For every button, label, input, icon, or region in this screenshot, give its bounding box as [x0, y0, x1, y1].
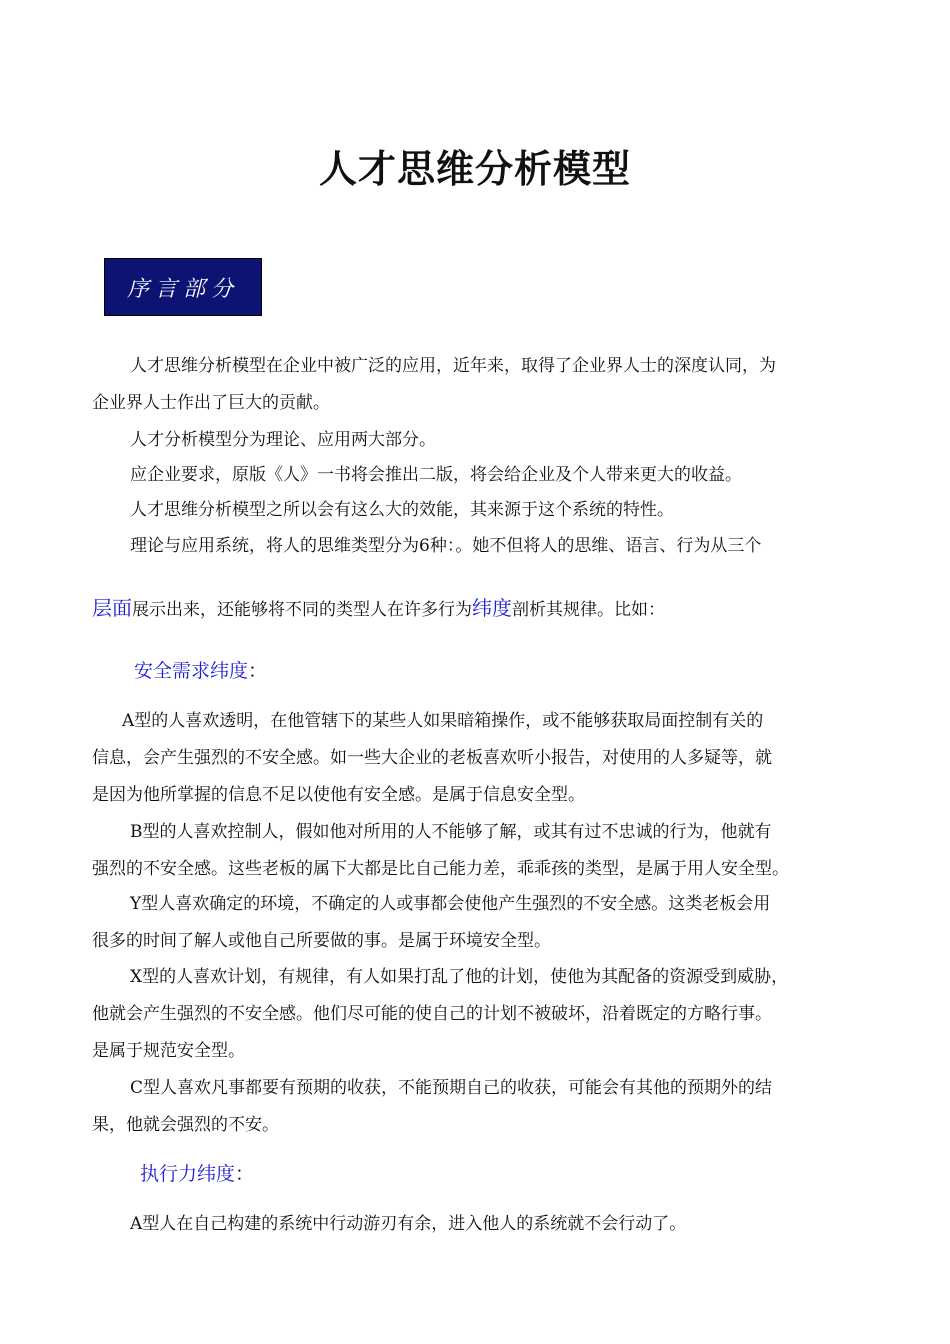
security-c-line2: 果，他就会强烈的不安。 [92, 1115, 279, 1135]
section-label: 序言部分 [126, 276, 239, 302]
page-title: 人才思维分析模型 [318, 147, 631, 191]
security-a-line1: A型的人喜欢透明，在他管辖下的某些人如果暗箱操作，或不能够获取局面控制有关的 [122, 711, 764, 731]
security-x-line2: 他就会产生强烈的不安全感。他们尽可能的使自己的计划不被破坏，沿着既定的方略行事。 [92, 1004, 772, 1024]
security-x-line3: 是属于规范安全型。 [92, 1041, 245, 1061]
execution-heading [140, 1159, 254, 1186]
intro-p5-line1: 理论与应用系统，将人的思维类型分为6种：。她不但将人的思维、语言、行为从三个 [130, 536, 762, 556]
security-heading-colon: ： [248, 660, 268, 682]
intro-p5-line2 [92, 590, 872, 629]
intro-p5-end: 剖析其规律。比如： [512, 600, 665, 620]
intro-p2: 人才分析模型分为理论、应用两大部分。 [130, 430, 436, 450]
security-x-line1: X型的人喜欢计划，有规律，有人如果打乱了他的计划，使他为其配备的资源受到威胁， [130, 967, 789, 987]
security-b-line2: 强烈的不安全感。这些老板的属下大都是比自己能力差，乖乖孩的类型，是属于用人安全型。 [92, 859, 789, 879]
intro-p1-line2: 企业界人士作出了巨大的贡献。 [92, 393, 330, 413]
security-y-line2: 很多的时间了解人或他自己所要做的事。是属于环境安全型。 [92, 931, 551, 951]
intro-p5-mid: 展示出来，还能够将不同的类型人在许多行为 [132, 600, 472, 620]
intro-p4: 人才思维分析模型之所以会有这么大的效能，其来源于这个系统的特性。 [130, 500, 674, 520]
execution-heading-text: 执行力纬度 [140, 1163, 236, 1185]
section-label-box [104, 258, 262, 316]
intro-p1-line1: 人才思维分析模型在企业中被广泛的应用，近年来，取得了企业界人士的深度认同，为 [130, 356, 776, 376]
security-y-line1: Y型人喜欢确定的环境，不确定的人或事都会使他产生强烈的不安全感。这类老板会用 [130, 894, 771, 914]
security-a-line2: 信息，会产生强烈的不安全感。如一些大企业的老板喜欢听小报告，对使用的人多疑等，就 [92, 748, 772, 768]
execution-heading-colon: ： [235, 1163, 255, 1185]
keyword-weidu: 纬度 [472, 596, 512, 620]
keyword-cengmian: 层面 [92, 596, 132, 620]
execution-a-line1: A型人在自己构建的系统中行动游刃有余，进入他人的系统就不会行动了。 [130, 1214, 687, 1234]
security-b-line1: B型的人喜欢控制人，假如他对所用的人不能够了解，或其有过不忠诚的行为，他就有 [130, 822, 772, 842]
security-heading [134, 656, 267, 683]
security-heading-text: 安全需求纬度 [134, 660, 249, 682]
security-a-line3: 是因为他所掌握的信息不足以使他有安全感。是属于信息安全型。 [92, 785, 585, 805]
security-c-line1: C型人喜欢凡事都要有预期的收获，不能预期自己的收获，可能会有其他的预期外的结 [130, 1078, 773, 1098]
intro-p3: 应企业要求，原版《人》一书将会推出二版，将会给企业及个人带来更大的收益。 [130, 465, 742, 485]
